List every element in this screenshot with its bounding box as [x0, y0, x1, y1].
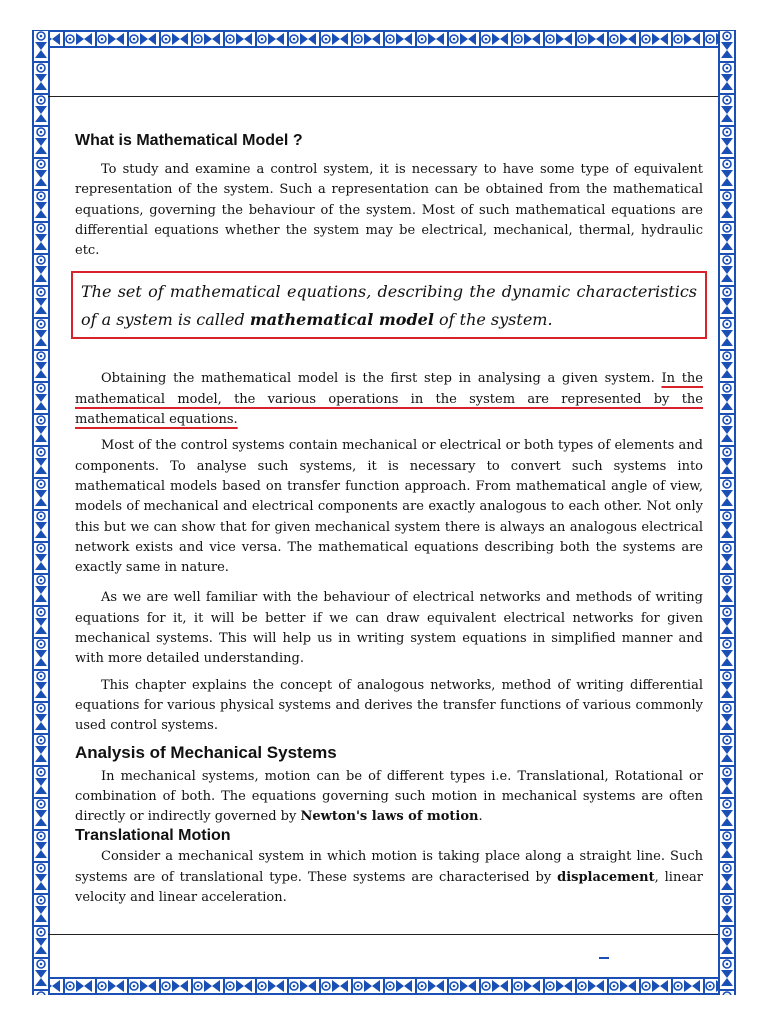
- section-heading-translational-motion: Translational Motion: [75, 827, 231, 845]
- paragraph-mechanical-systems: In mechanical systems, motion can be of different types i.e. Translational, Rotational or combination of both. The equations governing such motion in mechanical systems are often directly or indirectly governed by Newton's laws of motion.: [75, 768, 703, 825]
- underlined-statement: In the mathematical model, the various operations in the system are represented by the mathematical equations.: [75, 371, 704, 428]
- section-heading-mechanical-systems: Analysis of Mechanical Systems: [75, 742, 337, 762]
- page-border-bottom: [32, 977, 736, 995]
- paragraph-translational-motion: Consider a mechanical system in which motion is taking place along a straight line. Such systems are of translational type. These systems are characterised by displacement, linear velocity and linear acceleration.: [75, 849, 703, 906]
- displacement-term: displacement: [557, 869, 655, 885]
- page-mark: [599, 957, 609, 959]
- paragraph-first-step: Obtaining the mathematical model is the first step in analysing a given system. In the mathematical model, the various operations in the system are represented by the mathematical equations.: [75, 371, 704, 428]
- definition-term: mathematical model: [249, 310, 434, 330]
- newtons-laws-term: Newton's laws of motion: [300, 809, 479, 825]
- definition-box: [71, 271, 707, 339]
- footer-rule: [48, 934, 718, 935]
- page-border-top: [32, 30, 736, 48]
- definition-text: The set of mathematical equations, describing the dynamic characteristics of a system is called mathematical model of the system.: [81, 282, 697, 330]
- section-heading-mathematical-model: What is Mathematical Model ?: [75, 132, 303, 149]
- paragraph-electrical-networks: As we are well familiar with the behaviour of electrical networks and methods of writing equations for it, it will be better if we can draw equivalent electrical networks for given mechanical systems. This will help us in writing system equations in simplified manner and with more detailed understanding.: [75, 590, 703, 667]
- header-rule: [48, 96, 718, 97]
- document-body: [75, 126, 703, 908]
- page-border-left: [32, 30, 50, 995]
- paragraph-control-systems: Most of the control systems contain mechanical or electrical or both types of elements and components. To analyse such systems, it is necessary to convert such systems into mathematical models based on transfer function approach. From mathematical angle of view, models of mechanical and electrical components are exactly analogous to each other. Not only this but we can show that for given mechanical system there is always an analogous electrical network exists and vice versa. The mathematical equations describing both the systems are exactly same in nature.: [75, 438, 703, 576]
- paragraph-intro: To study and examine a control system, it is necessary to have some type of equivalent representation of the system. Such a representation can be obtained from the mathematical equations, governing the behaviour of the system. Most of such mathematical equations are differential equations whether the system may be electrical, mechanical, thermal, hydraulic etc.: [75, 162, 703, 259]
- page-border-right: [718, 30, 736, 995]
- paragraph-chapter-overview: This chapter explains the concept of analogous networks, method of writing differential equations for various physical systems and derives the transfer functions of various commonly used control systems.: [75, 677, 703, 734]
